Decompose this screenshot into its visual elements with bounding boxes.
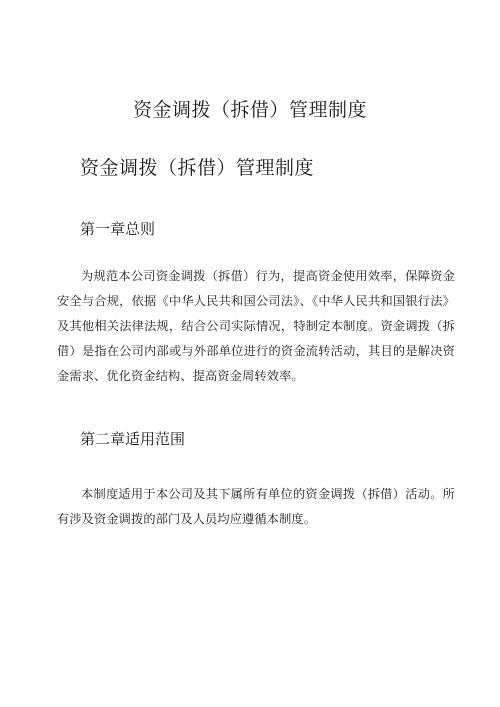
chapter-paragraph-general: 为规范本公司资金调拨（拆借）行为，提高资金使用效率，保障资金安全与合规，依据《中华人民共和国公司法》、《中华人民共和国银行法》及其他相关法律法规，结合公司实际情况，特制定本制度。资金调拨（拆借）是指在公司内部或与外部单位进行的资金流转活动，其目的是解决资金需求、优化资金结构、提高资金周转效率。 (57, 269, 455, 383)
chapter-paragraph-scope: 本制度适用于本公司及其下属所有单位的资金调拨（拆借）活动。所有涉及资金调拨的部门及人员均应遵循本制度。 (57, 487, 455, 526)
document-title: 资金调拨（拆借）管理制度 (132, 99, 367, 121)
chapter-heading-general: 第一章总则 (80, 220, 156, 238)
chapter-heading-scope: 第二章适用范围 (80, 430, 186, 448)
document-subtitle: 资金调拨（拆借）管理制度 (80, 157, 315, 179)
